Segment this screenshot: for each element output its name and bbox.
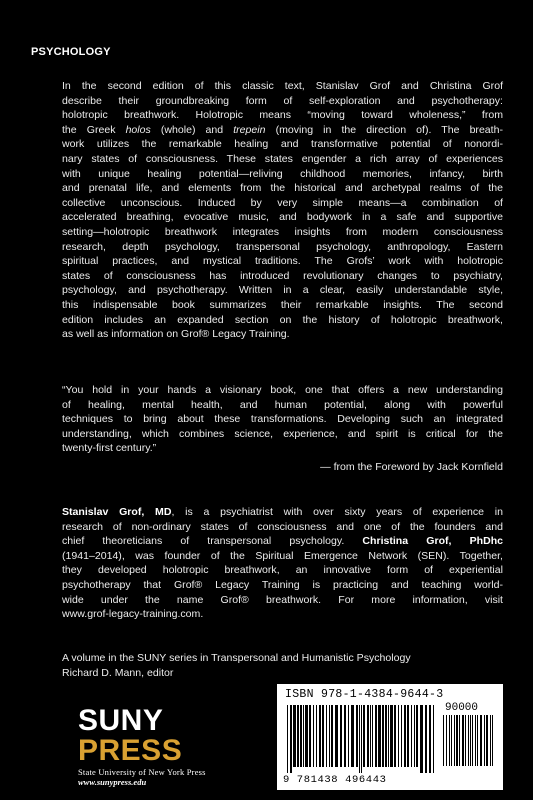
bio-line: (1941–2014), was founder of the Spiritual Emergence Network (SEN). Together, [62,549,503,562]
barcode-bar [470,715,471,766]
barcode-bar [480,715,482,766]
barcode-bar [462,715,464,766]
bio-line: wide under the name Grof® breathwork. For more information, visit [62,593,503,606]
barcode-bar [287,705,288,773]
barcode-bar [416,705,418,767]
description-line: the Greek holos (whole) and trepein (moving in the direction of). The breath- [62,123,503,136]
barcode-bar [351,705,354,767]
category-label: PSYCHOLOGY [31,46,111,58]
description-line: accelerated breathing, evocative music, and bodywork in a safe and supportive [62,211,503,224]
ean-barcode-bars [287,705,437,773]
description-line: with unique healing potential—reliving childhood memories, infancy, birth [62,167,503,180]
barcode-bar [382,705,384,767]
bio-line: they developed holotropic breathwork, an innovative form of experiential [62,564,503,577]
barcode-bar [316,705,317,767]
quote-paragraph [62,383,503,456]
quote-line: twenty-first century.” [62,442,157,455]
series-editor: Richard D. Mann, editor [62,666,174,679]
description-line: and prenatal life, and elements from the historical and archetypal realms of the [62,182,503,195]
barcode-bar [407,705,409,767]
barcode-bar [367,705,369,767]
quote-line: techniques to bring about these transformations. Developing such an integrated [62,413,503,426]
quote-line: of healing, mental health, and human potential, along with powerful [62,398,503,411]
description-line: collective unconscious. Induced by very simple means—a combination of [62,196,503,209]
barcode-bar [372,705,373,767]
barcode-bar [465,715,466,766]
bio-line: Stanislav Grof, MD, is a psychiatrist with over sixty years of experience in [62,506,503,518]
barcode-bar [378,705,381,767]
bio-line: research of non-ordinary states of consciousness and one of the founders and [62,520,503,533]
barcode-bar [335,705,338,767]
barcode-bar [484,715,485,766]
barcode-bar [375,705,377,767]
description-line: psychology, and psychotherapy. Written in a clear, easily understandable style, [62,284,503,297]
barcode-bar [459,715,460,766]
barcode-bar [420,705,423,773]
barcode-bar [404,705,406,767]
barcode-bar [477,715,478,766]
suny-press-logo [78,706,228,787]
quote-line: “You hold in your hands a visionary book, one that offers a new understanding [62,384,503,396]
series-line: A volume in the SUNY series in Transpersonal and Humanistic Psychology [62,652,411,664]
barcode-bar [401,705,402,767]
bio-line: psychotherapy that Grof® Legacy Training is practicing and teaching world- [62,578,503,591]
barcode-bar [293,705,296,767]
barcode-bar [348,705,349,767]
barcode-bar [297,705,299,767]
publisher-name: State University of New York Press [78,767,206,777]
book-description [62,79,503,342]
description-line: as well as information on Grof® Legacy Training. [62,328,290,341]
barcode-bar [490,715,491,766]
barcode-bar [326,705,327,767]
barcode-bar [486,715,488,766]
barcode-bar [356,705,358,767]
foreword-quote [62,383,503,456]
barcode-bar [390,705,393,767]
barcode-bar [414,705,415,767]
isbn-barcode [277,684,503,790]
barcode-bar [492,715,493,766]
price-code: 90000 [445,702,479,714]
barcode-bar [340,705,342,767]
bio-line: chief theoreticians of transpersonal psychology. Christina Grof, PhDhc [62,535,503,548]
isbn-text: ISBN 978-1-4384-9644-3 [285,688,444,701]
barcode-bar [322,705,324,767]
barcode-bar [363,705,365,767]
bio-paragraph [62,505,503,622]
barcode-bar [329,705,330,767]
barcode-bar [449,715,450,766]
barcode-bar [290,705,292,773]
barcode-bar [446,715,447,766]
barcode-bar [429,705,431,773]
price-barcode-bars [443,715,495,772]
barcode-bar [468,715,469,766]
barcode-bar [475,715,476,766]
quote-attribution: — from the Foreword by Jack Kornfield [320,461,503,473]
logo-suny-text: SUNY [78,704,164,737]
barcode-bar [313,705,314,767]
author-bio [62,505,503,622]
description-line: spiritual practices, and mystical traditions. The Grofs’ work with holotropic [62,255,503,268]
description-line: research, depth psychology, transpersonal psychology, anthropology, Eastern [62,240,503,253]
description-line: this indispensable book summarizes their remarkable insights. The second [62,298,503,311]
barcode-bar [361,705,362,773]
description-line: holotropic breathwork. Holotropic means “moving toward wholeness,” from [62,109,503,122]
barcode-bar [359,705,360,773]
barcode-bar [305,705,308,767]
barcode-bar [433,705,434,773]
barcode-bar [319,705,321,767]
barcode-bar [388,705,389,767]
description-line: work utilizes the remarkable healing and transformative potential of nonordi- [62,138,503,151]
barcode-bar [300,705,302,767]
description-line: states of consciousness has introduced revolutionary changes to psychiatry, [62,269,503,282]
barcode-bar [398,705,399,767]
description-line: nary states of consciousness. These states engender a rich array of experiences [62,152,503,165]
logo-press-text: PRESS [78,734,183,767]
barcode-bar [456,715,458,766]
description-line: In the second edition of this classic text, Stanislav Grof and Christina Grof [62,80,503,92]
ean-digits: 9 781438 496443 [283,774,387,786]
barcode-bar [344,705,346,767]
barcode-bar [472,715,473,766]
description-line: setting—holotropic breathwork integrates insights from modern consciousness [62,225,503,238]
publisher-url: www.sunypress.edu [78,777,147,787]
barcode-bar [425,705,427,773]
barcode-bar [385,705,387,767]
quote-line: understanding, which combines science, experience, and spirit is critical for the [62,427,503,440]
barcode-bar [370,705,371,767]
barcode-bar [303,705,304,767]
bio-line: www.grof-legacy-training.com. [62,608,204,621]
barcode-bar [451,715,452,766]
barcode-bar [309,705,311,767]
barcode-bar [411,705,412,767]
barcode-bar [443,715,444,766]
series-note [62,651,503,680]
description-paragraph [62,79,503,342]
barcode-bar [454,715,455,766]
barcode-bar [394,705,396,767]
description-line: edition includes an expanded section on the history of holotropic breathwork, [62,313,503,326]
description-line: describe their groundbreaking form of self-exploration and psychotherapy: [62,94,503,107]
barcode-bar [331,705,333,767]
